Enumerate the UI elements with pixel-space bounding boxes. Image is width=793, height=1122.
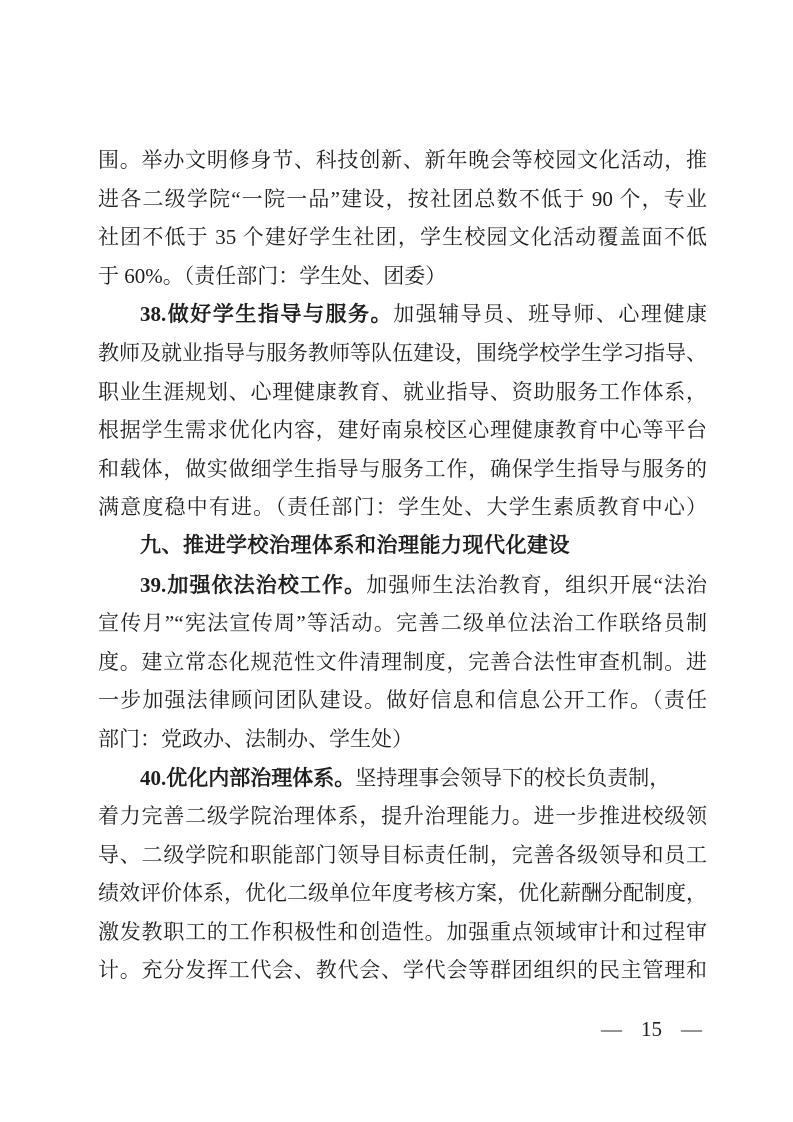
line-text: 根据学生需求优化内容，建好南泉校区心理健康教育中心等平台 xyxy=(98,418,707,443)
body-line xyxy=(98,295,707,334)
body-line xyxy=(98,797,707,836)
line-text: 围。举办文明修身节、科技创新、新年晚会等校园文化活动，推 xyxy=(98,148,707,172)
line-text: 着力完善二级学院治理体系，提升治理能力。进一步推进校级领 xyxy=(98,804,707,829)
footer-left-dash: — xyxy=(601,1017,622,1041)
body-line xyxy=(98,720,707,759)
body-line xyxy=(98,759,707,798)
item-number-lead: 40.优化内部治理体系。 xyxy=(140,765,356,790)
body-line xyxy=(98,180,707,219)
line-text: 一步加强法律顾问团队建设。做好信息和信息公开工作。（责任 xyxy=(98,688,707,713)
page-footer xyxy=(601,1014,702,1044)
body-line xyxy=(98,488,707,527)
body-line xyxy=(98,411,707,450)
body-line xyxy=(98,141,707,180)
body-line xyxy=(98,643,707,682)
line-text: 职业生涯规划、心理健康教育、就业指导、资助服务工作体系， xyxy=(98,379,707,404)
line-text: 坚持理事会领导下的校长负责制， xyxy=(355,765,671,790)
body-line xyxy=(98,218,707,257)
line-text: 绩效评价体系，优化二级单位年度考核方案，优化薪酬分配制度， xyxy=(98,881,707,906)
line-text: 教师及就业指导与服务教师等队伍建设，围绕学校学生学习指导、 xyxy=(98,340,707,365)
item-number-lead: 38.做好学生指导与服务。 xyxy=(140,302,394,327)
line-text: 宣传月”“宪法宣传周”等活动。完善二级单位法治工作联络员制 xyxy=(98,611,707,636)
body-line xyxy=(98,836,707,875)
line-text: 计。充分发挥工代会、教代会、学代会等群团组织的民主管理和 xyxy=(98,958,707,983)
line-text: 社团不低于 35 个建好学生社团，学生校园文化活动覆盖面不低 xyxy=(98,225,707,250)
line-text: 部门：党政办、法制办、学生处） xyxy=(98,726,413,751)
body-line xyxy=(98,257,707,296)
line-text: 进各二级学院“一院一品”建设，按社团总数不低于 90 个，专业 xyxy=(98,186,707,211)
line-text: 导、二级学院和职能部门领导目标责任制，完善各级领导和员工 xyxy=(98,842,707,867)
line-text: 度。建立常态化规范性文件清理制度，完善合法性审查机制。进 xyxy=(98,649,707,674)
section-heading xyxy=(98,527,707,566)
line-text: 激发教职工的工作积极性和创造性。加强重点领域审计和过程审 xyxy=(98,919,707,944)
body-line xyxy=(98,373,707,412)
footer-right-dash: — xyxy=(681,1017,702,1041)
body-line xyxy=(98,450,707,489)
section-heading-text: 九、推进学校治理体系和治理能力现代化建设 xyxy=(140,533,570,557)
document-body xyxy=(98,141,707,990)
body-line xyxy=(98,874,707,913)
body-line xyxy=(98,334,707,373)
body-line xyxy=(98,566,707,605)
item-number-lead: 39.加强依法治校工作。 xyxy=(140,572,367,597)
body-line xyxy=(98,681,707,720)
body-line xyxy=(98,951,707,990)
line-text: 加强师生法治教育，组织开展“法治 xyxy=(366,572,707,597)
body-line xyxy=(98,913,707,952)
page-number: 15 xyxy=(641,1017,662,1041)
line-text: 于 60%。（责任部门：学生处、团委） xyxy=(98,263,447,288)
line-text: 满意度稳中有进。（责任部门：学生处、大学生素质教育中心） xyxy=(98,495,707,520)
body-line xyxy=(98,604,707,643)
line-text: 加强辅导员、班导师、心理健康 xyxy=(393,302,707,327)
line-text: 和载体，做实做细学生指导与服务工作，确保学生指导与服务的 xyxy=(98,456,707,481)
